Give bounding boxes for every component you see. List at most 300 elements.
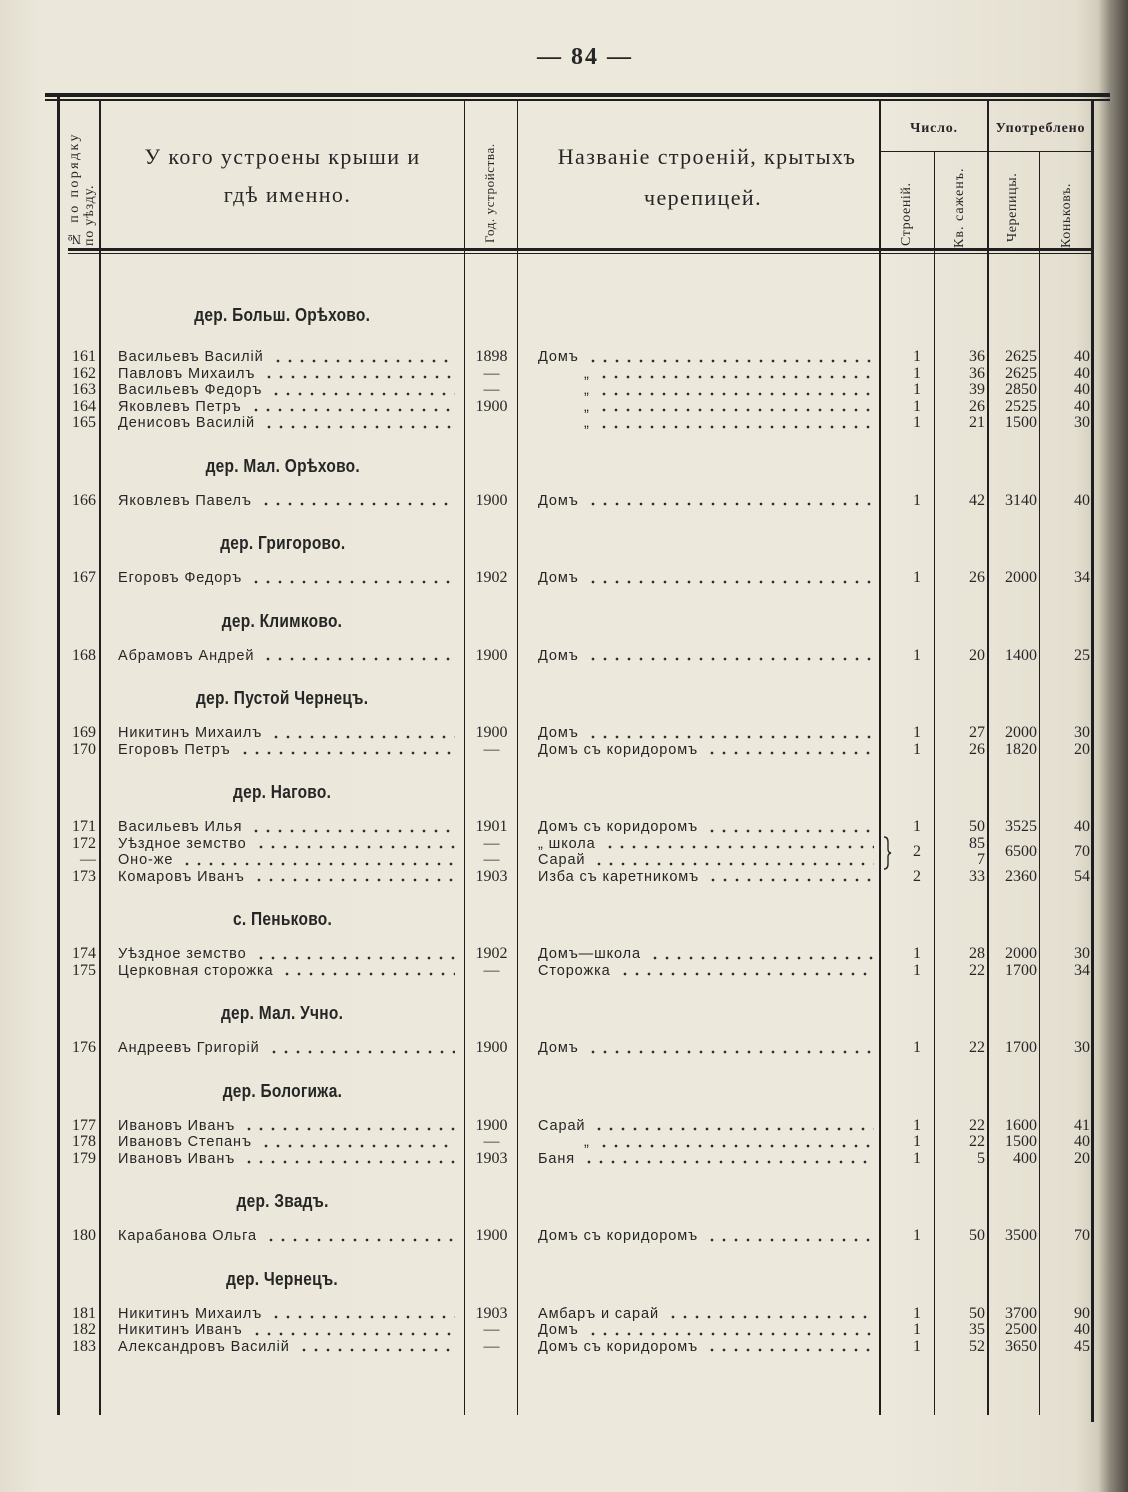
- village-section: [0, 782, 1128, 885]
- village-heading: [100, 533, 465, 553]
- buildings-count-cell: 1: [913, 569, 921, 586]
- owner-name: Васильевъ Федоръ: [118, 382, 263, 398]
- owner-name: Никитинъ Иванъ: [118, 1322, 243, 1338]
- tiles-used-cell: 3700: [1005, 1304, 1037, 1322]
- header-owner-line1: У кого устроены крыши и: [144, 144, 421, 169]
- owner-cell: [100, 836, 465, 853]
- owner-name: Никитинъ Михаилъ: [118, 1305, 263, 1322]
- row-number: 165: [72, 414, 96, 431]
- building-name: „ школа: [538, 835, 596, 852]
- village-heading-text: дер. Климково.: [222, 610, 343, 631]
- dot-leader: [706, 1348, 874, 1352]
- row-number: 169: [72, 724, 96, 741]
- ridge-tiles-cell: 40: [1074, 381, 1090, 398]
- ridge-tiles-cell: 41: [1074, 1116, 1090, 1134]
- building-name: Домъ: [538, 647, 579, 664]
- tiles-used-cell: 2500: [1005, 1321, 1037, 1338]
- buildings-count-cell: 1: [913, 1321, 921, 1338]
- dot-leader: [260, 502, 455, 506]
- table-row: [0, 1118, 1128, 1135]
- table-top-rule-thick: [45, 93, 1110, 97]
- ridge-tiles-cell: [1040, 852, 1092, 869]
- ridge-tiles-cell: 40: [1074, 491, 1090, 509]
- header-stroeniy: Строеній.: [899, 182, 914, 246]
- building-name: Сарай: [538, 852, 586, 868]
- table-row: [0, 852, 1128, 869]
- ridge-tiles-cell: 34: [1074, 961, 1090, 979]
- owner-cell: [100, 399, 465, 416]
- building-cell: [518, 349, 880, 366]
- dot-leader: [649, 956, 874, 960]
- owner-name: Васильевъ Илья: [118, 819, 243, 835]
- dot-leader: [253, 878, 455, 882]
- building-name: Домъ: [538, 570, 579, 586]
- owner-name: Яковлевъ Павелъ: [118, 492, 252, 509]
- row-number: —: [80, 851, 96, 868]
- owner-name: Андреевъ Григорій: [118, 1040, 260, 1056]
- year-cell: —: [483, 1321, 500, 1338]
- tiles-used-cell: 1820: [1005, 740, 1037, 758]
- row-number: 176: [72, 1039, 96, 1056]
- square-sazhen-cell: 26: [969, 740, 985, 758]
- row-number: 162: [72, 364, 96, 382]
- owner-cell: [100, 1306, 465, 1323]
- year-cell: 1900: [475, 1227, 508, 1244]
- square-sazhen-cell: 50: [969, 818, 985, 835]
- building-cell: [518, 1306, 880, 1323]
- square-sazhen-cell: 33: [969, 867, 985, 885]
- row-number: 183: [72, 1337, 96, 1355]
- dot-leader: [706, 829, 874, 833]
- building-cell: [518, 1228, 880, 1245]
- building-name: Домъ съ коридоромъ: [538, 819, 699, 835]
- owner-cell: [100, 1134, 465, 1151]
- owner-name: Оно-же: [118, 852, 174, 868]
- village-heading-text: с. Пеньково.: [233, 909, 332, 929]
- tiles-used-cell: 3500: [1005, 1227, 1037, 1244]
- table-row: [0, 725, 1128, 742]
- header-building-line2: черепицей.: [644, 185, 762, 210]
- village-section: [0, 456, 1128, 510]
- buildings-count-cell: 2: [913, 842, 921, 860]
- building-name: „: [584, 382, 590, 398]
- table-row: [0, 366, 1128, 383]
- header-count-group: Число.: [910, 121, 958, 136]
- row-number: 161: [72, 348, 96, 365]
- building-cell: [518, 1134, 880, 1151]
- buildings-count-cell: 1: [913, 1133, 921, 1150]
- ridge-tiles-cell: 25: [1074, 646, 1090, 664]
- header-building-line1: Названіе строеній, крытыхъ: [557, 144, 857, 169]
- owner-name: Ивановъ Иванъ: [118, 1117, 236, 1134]
- building-name: Сарай: [538, 1117, 586, 1134]
- village-section: [0, 1003, 1128, 1057]
- square-sazhen-cell: 42: [969, 491, 985, 509]
- buildings-count-cell: 1: [913, 1149, 921, 1167]
- village-heading-text: дер. Григорово.: [219, 533, 346, 553]
- table-row: [0, 1339, 1128, 1356]
- buildings-count-cell: 1: [913, 397, 921, 415]
- header-bottom-rule-thin: [68, 253, 1093, 254]
- owner-name: Егоровъ Федоръ: [118, 570, 243, 586]
- buildings-count-cell: [880, 852, 935, 869]
- ridge-tiles-cell: 40: [1074, 818, 1090, 835]
- dot-leader: [706, 1238, 874, 1242]
- year-cell: —: [483, 834, 500, 852]
- owner-name: Церковная сторожка: [118, 962, 274, 979]
- owner-cell: [100, 382, 465, 399]
- building-cell: [518, 836, 880, 853]
- building-name: Домъ съ коридоромъ: [538, 1228, 699, 1244]
- dot-leader: [243, 1160, 455, 1164]
- dot-leader: [587, 580, 874, 584]
- square-sazhen-cell: 35: [969, 1321, 985, 1338]
- building-name: Амбаръ и сарай: [538, 1305, 659, 1322]
- owner-cell: [100, 493, 465, 510]
- square-sazhen-cell: 85: [969, 834, 985, 852]
- table-row: [0, 349, 1128, 366]
- buildings-count-cell: 1: [913, 1116, 921, 1134]
- buildings-count-cell: 1: [913, 1304, 921, 1322]
- tiles-used-cell: 2525: [1005, 397, 1037, 415]
- ridge-tiles-cell: 40: [1074, 1133, 1090, 1150]
- row-number: 181: [72, 1304, 96, 1322]
- building-name: Домъ: [538, 1322, 579, 1338]
- square-sazhen-cell: 22: [969, 1133, 985, 1150]
- dot-leader: [260, 1144, 455, 1148]
- building-cell: [518, 382, 880, 399]
- owner-name: Александровъ Василій: [118, 1338, 290, 1355]
- tiles-used-cell: 2850: [1005, 381, 1037, 398]
- year-cell: —: [483, 1337, 500, 1355]
- building-cell: [518, 1040, 880, 1057]
- dot-leader: [255, 956, 455, 960]
- ridge-tiles-cell: 54: [1074, 867, 1090, 885]
- building-cell: [518, 493, 880, 510]
- ridge-tiles-cell: 20: [1074, 1149, 1090, 1167]
- tiles-used-cell: 2000: [1005, 724, 1037, 741]
- table-top-rule-thin: [45, 99, 1110, 101]
- header-number-line1: № по порядку: [67, 132, 82, 246]
- village-section: [0, 688, 1128, 758]
- village-heading-text: дер. Нагово.: [233, 782, 332, 802]
- ridge-tiles-cell: 34: [1074, 569, 1090, 586]
- village-heading-text: дер. Мал. Орѣхово.: [205, 455, 360, 476]
- village-heading-text: дер. Больш. Орѣхово.: [194, 305, 371, 325]
- building-cell: [518, 819, 880, 836]
- owner-cell: [100, 852, 465, 869]
- year-cell: 1900: [475, 1116, 508, 1134]
- square-sazhen-cell: 26: [969, 569, 985, 586]
- year-cell: 1902: [475, 569, 508, 586]
- village-heading: [100, 1003, 465, 1023]
- dot-leader: [298, 1348, 455, 1352]
- dot-leader: [270, 392, 455, 396]
- table-row: [0, 570, 1128, 587]
- owner-cell: [100, 366, 465, 383]
- buildings-count-cell: 1: [913, 646, 921, 664]
- table-row: [0, 869, 1128, 886]
- dot-leader: [587, 502, 874, 506]
- dot-leader: [598, 392, 874, 396]
- buildings-count-cell: 1: [913, 961, 921, 979]
- owner-cell: [100, 725, 465, 742]
- table-row: [0, 415, 1128, 432]
- building-cell: [518, 415, 880, 432]
- ridge-tiles-cell: 30: [1074, 724, 1090, 741]
- row-number: 182: [72, 1321, 96, 1338]
- building-cell: [518, 570, 880, 587]
- row-number: 178: [72, 1133, 96, 1150]
- ridge-tiles-cell: 40: [1074, 397, 1090, 415]
- building-cell: [518, 648, 880, 665]
- tiles-used-cell: 1600: [1005, 1116, 1037, 1134]
- tiles-used-cell: 1700: [1005, 1039, 1037, 1056]
- row-number: 164: [72, 397, 96, 415]
- header-bottom-rule-thick: [68, 248, 1093, 251]
- village-section: [0, 611, 1128, 665]
- owner-cell: [100, 570, 465, 587]
- dot-leader: [583, 1160, 874, 1164]
- owner-name: Павловъ Михаилъ: [118, 365, 256, 382]
- header-owner-line2: гдѣ именно.: [223, 182, 352, 207]
- owner-cell: [100, 1118, 465, 1135]
- village-heading-text: дер. Мал. Учно.: [221, 1003, 344, 1023]
- tiles-used-cell: 1400: [1005, 646, 1037, 664]
- table-row: [0, 493, 1128, 510]
- village-heading: [100, 688, 465, 708]
- village-heading: [100, 909, 465, 929]
- village-heading: [100, 1269, 465, 1289]
- owner-cell: [100, 742, 465, 759]
- dot-leader: [250, 829, 455, 833]
- building-cell: [518, 725, 880, 742]
- village-heading: [100, 782, 465, 802]
- row-number: 166: [72, 491, 96, 509]
- year-cell: —: [483, 851, 500, 868]
- dot-leader: [619, 972, 874, 976]
- building-cell: [518, 1339, 880, 1356]
- dot-leader: [587, 359, 874, 363]
- building-name: „: [584, 365, 590, 382]
- dot-leader: [598, 1144, 874, 1148]
- buildings-count-cell: 1: [913, 945, 921, 962]
- building-cell: [518, 1118, 880, 1135]
- building-name: Домъ: [538, 492, 579, 509]
- owner-cell: [100, 349, 465, 366]
- row-number: 171: [72, 818, 96, 835]
- buildings-count-cell: 1: [913, 348, 921, 365]
- village-heading-text: дер. Чернецъ.: [226, 1268, 339, 1289]
- table-row: [0, 742, 1128, 759]
- tiles-used-cell: 3140: [1005, 491, 1037, 509]
- ridge-tiles-cell: 40: [1074, 348, 1090, 365]
- buildings-count-cell: 1: [913, 1039, 921, 1056]
- table-row: [0, 1322, 1128, 1339]
- table-row: [0, 382, 1128, 399]
- dot-leader: [262, 657, 455, 661]
- page-number: — 84 —: [537, 44, 633, 70]
- row-number: 179: [72, 1149, 96, 1167]
- owner-name: Яковлевъ Петръ: [118, 398, 242, 415]
- owner-name: Ивановъ Иванъ: [118, 1150, 236, 1167]
- year-cell: —: [483, 740, 500, 758]
- header-used-group: Употреблено: [995, 121, 1086, 136]
- building-cell: [518, 1151, 880, 1168]
- building-name: Баня: [538, 1150, 576, 1167]
- row-number: 180: [72, 1227, 96, 1244]
- table-row: [0, 648, 1128, 665]
- owner-name: Никитинъ Михаилъ: [118, 725, 263, 741]
- village-section: [0, 533, 1128, 587]
- buildings-count-cell: 1: [913, 414, 921, 431]
- dot-leader: [243, 1127, 455, 1131]
- dot-leader: [250, 408, 455, 412]
- buildings-count-cell: 1: [913, 818, 921, 835]
- dot-leader: [604, 845, 874, 849]
- square-sazhen-cell: 7: [977, 851, 985, 868]
- header-cherepitsy: Черепицы.: [1005, 172, 1020, 242]
- table-row: [0, 1040, 1128, 1057]
- tiles-used-cell: 2625: [1005, 348, 1037, 365]
- building-cell: [518, 1322, 880, 1339]
- building-name: Домъ: [538, 349, 579, 365]
- buildings-count-cell: 1: [913, 724, 921, 741]
- table-row: [0, 1134, 1128, 1151]
- square-sazhen-cell: 28: [969, 945, 985, 962]
- building-cell: [518, 366, 880, 383]
- tiles-used-cell: 1700: [1005, 961, 1037, 979]
- tiles-used-cell: [988, 852, 1040, 869]
- header-number-line2: по уѣзду.: [82, 184, 97, 246]
- year-cell: 1898: [475, 348, 508, 365]
- table-row: [0, 1306, 1128, 1323]
- dot-leader: [706, 751, 874, 755]
- tiles-used-cell: 2000: [1005, 569, 1037, 586]
- square-sazhen-cell: 50: [969, 1304, 985, 1322]
- year-cell: 1903: [475, 867, 508, 885]
- year-cell: 1900: [475, 724, 508, 741]
- year-cell: 1901: [475, 818, 508, 835]
- village-section: [0, 1081, 1128, 1168]
- square-sazhen-cell: 5: [977, 1149, 985, 1167]
- building-name: Сторожка: [538, 962, 611, 979]
- row-number: 172: [72, 834, 96, 852]
- owner-cell: [100, 1228, 465, 1245]
- square-sazhen-cell: 39: [969, 381, 985, 398]
- dot-leader: [263, 425, 455, 429]
- tiles-used-cell: 1500: [1005, 414, 1037, 431]
- owner-cell: [100, 1151, 465, 1168]
- dot-leader: [587, 735, 874, 739]
- dot-leader: [281, 972, 455, 976]
- owner-cell: [100, 869, 465, 886]
- building-cell: [518, 946, 880, 963]
- village-heading-text: дер. Бологижа.: [222, 1080, 343, 1101]
- village-heading-text: дер. Пустой Чернецъ.: [196, 688, 369, 708]
- owner-name: Карабанова Ольга: [118, 1228, 257, 1244]
- owner-name: Егоровъ Петръ: [118, 741, 231, 758]
- square-sazhen-cell: 22: [969, 1116, 985, 1134]
- dot-leader: [272, 359, 455, 363]
- owner-cell: [100, 819, 465, 836]
- village-heading: [100, 1191, 465, 1211]
- building-name: Домъ съ коридоромъ: [538, 741, 699, 758]
- ridge-tiles-cell: 70: [1074, 1227, 1090, 1244]
- owner-cell: [100, 648, 465, 665]
- owner-cell: [100, 1339, 465, 1356]
- year-cell: —: [483, 961, 500, 979]
- building-name: Домъ: [538, 725, 579, 741]
- year-cell: —: [483, 364, 500, 382]
- table-body: [0, 255, 1128, 1355]
- dot-leader: [593, 1127, 874, 1131]
- buildings-count-cell: 1: [913, 1227, 921, 1244]
- square-sazhen-cell: 22: [969, 1039, 985, 1056]
- building-name: „: [584, 1134, 590, 1150]
- building-cell: [518, 852, 880, 869]
- year-cell: 1903: [475, 1149, 508, 1167]
- owner-cell: [100, 415, 465, 432]
- row-number: 174: [72, 945, 96, 962]
- owner-name: Денисовъ Василій: [118, 415, 256, 431]
- dot-leader: [587, 657, 874, 661]
- buildings-count-cell: 2: [913, 867, 921, 885]
- dot-leader: [593, 862, 874, 866]
- dot-leader: [268, 1050, 455, 1054]
- square-sazhen-cell: 22: [969, 961, 985, 979]
- row-number: 170: [72, 740, 96, 758]
- dot-leader: [598, 408, 874, 412]
- building-name: Изба съ каретникомъ: [538, 868, 700, 885]
- dot-leader: [239, 751, 455, 755]
- ridge-tiles-cell: 40: [1074, 1321, 1090, 1338]
- ridge-tiles-cell: 40: [1074, 364, 1090, 382]
- year-cell: [465, 415, 518, 432]
- village-section: [0, 1269, 1128, 1356]
- dot-leader: [667, 1315, 874, 1319]
- owner-name: Уѣздное земство: [118, 835, 247, 852]
- village-heading: [100, 305, 465, 325]
- header-kv-sazhen: Кв. саженъ.: [952, 167, 967, 248]
- row-number: 173: [72, 867, 96, 885]
- year-cell: 1900: [475, 397, 508, 415]
- header-konkov: Коньковъ.: [1059, 182, 1074, 248]
- village-heading-text: дер. Звадъ.: [236, 1191, 329, 1211]
- year-cell: 1900: [475, 646, 508, 664]
- year-cell: 1903: [475, 1304, 508, 1322]
- buildings-count-cell: 1: [913, 364, 921, 382]
- owner-cell: [100, 946, 465, 963]
- dot-leader: [598, 425, 874, 429]
- row-number: 177: [72, 1116, 96, 1134]
- year-cell: —: [483, 381, 500, 398]
- year-cell: 1900: [475, 491, 508, 509]
- dot-leader: [263, 375, 455, 379]
- row-number: 167: [72, 569, 96, 586]
- owner-name: Комаровъ Иванъ: [118, 868, 245, 885]
- square-sazhen-cell: 36: [969, 348, 985, 365]
- building-name: Домъ—школа: [538, 946, 641, 962]
- dot-leader: [707, 878, 874, 882]
- ridge-tiles-cell: 30: [1074, 414, 1090, 431]
- ridge-tiles-cell: 90: [1074, 1304, 1090, 1322]
- dot-leader: [255, 845, 455, 849]
- tiles-used-cell: 1500: [1005, 1133, 1037, 1150]
- tiles-used-cell: 400: [1013, 1149, 1037, 1167]
- table-row: [0, 963, 1128, 980]
- buildings-count-cell: 1: [913, 1337, 921, 1355]
